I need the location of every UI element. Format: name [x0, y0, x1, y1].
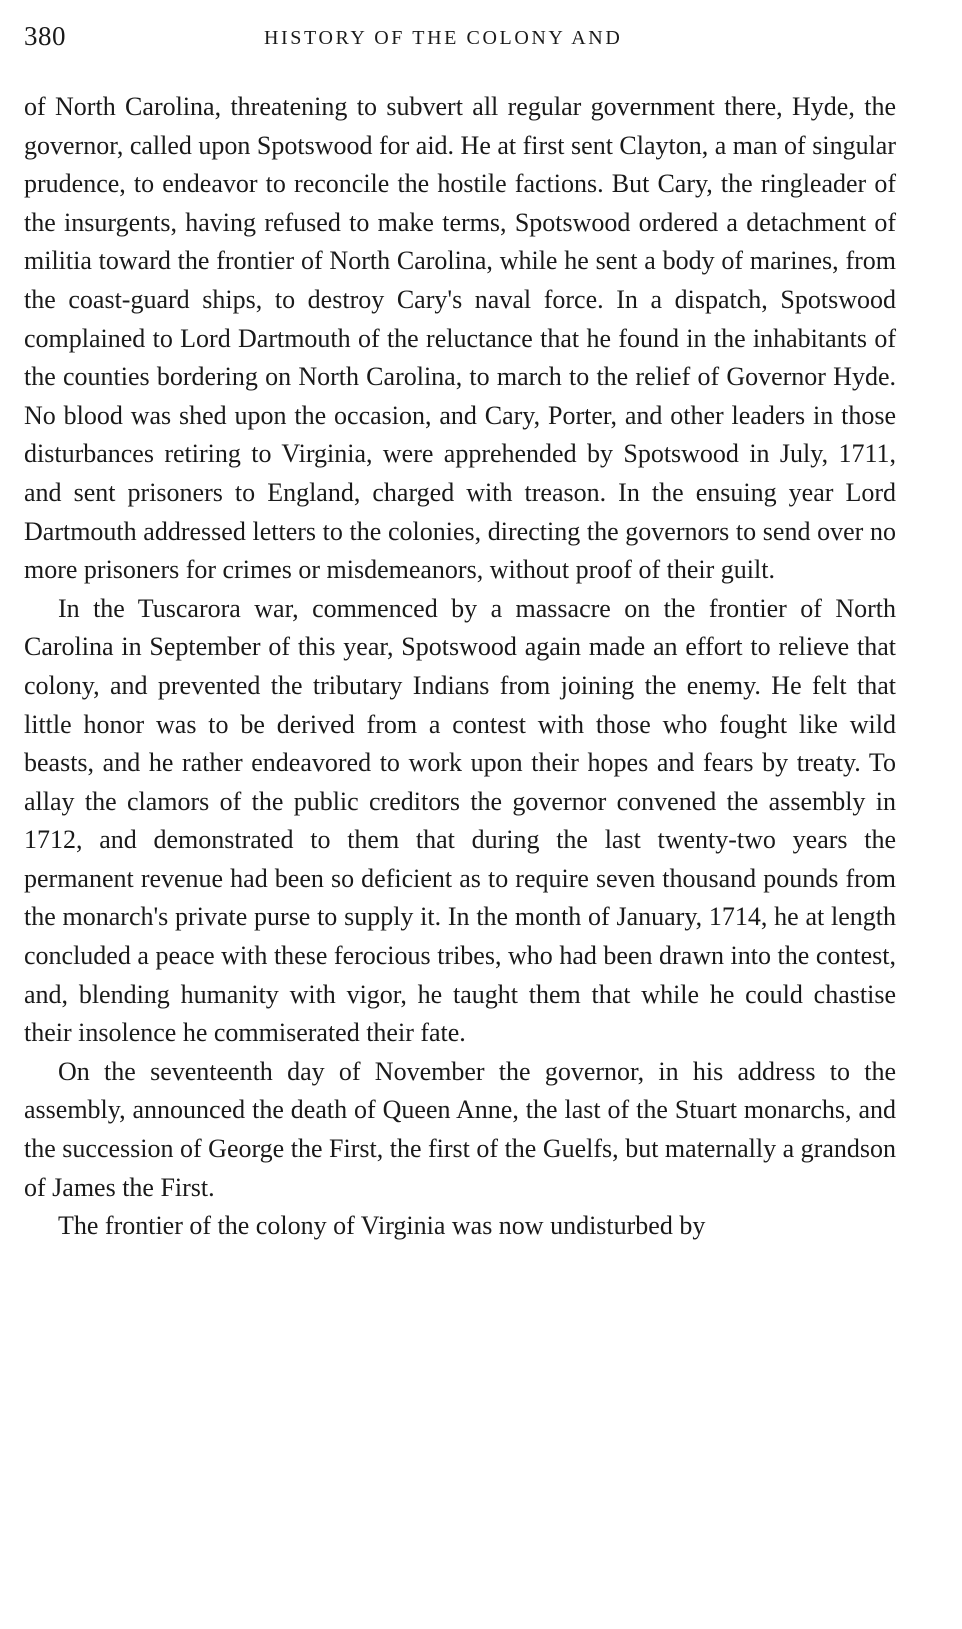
running-head: HISTORY OF THE COLONY AND [264, 27, 623, 49]
page-header [24, 18, 900, 58]
body-text [24, 88, 896, 1246]
paragraph-queen-anne: On the seventeenth day of November the governor, in his address to the assembly, announced the death of Queen Anne, the last of the Stuart monarchs, and the succession of George the First, the first of the Guelfs, but maternally a grandson of James the First. [24, 1056, 896, 1202]
paragraph-frontier: The frontier of the colony of Virginia was now undisturbed by [58, 1211, 706, 1241]
paragraph-tuscarora-war: In the Tuscarora war, commenced by a massacre on the frontier of North Carolina in September of this year, Spotswood again made an effort to relieve that colony, and prevented the tributary Indians from joining the enemy. He felt that little honor was to be derived from a contest with those who fought like wild beasts, and he rather endeavored to work upon their hopes and fears by treaty. To allay the clamors of the public creditors the governor convened the assembly in 1712, and demonstrated to them that during the last twenty-two years the permanent revenue had been so deficient as to require seven thousand pounds from the monarch's private purse to supply it. In the month of January, 1714, he at length concluded a peace with these ferocious tribes, who had been drawn into the contest, and, blending humanity with vigor, he taught them that while he could chastise their insolence he commiserated their fate. [24, 593, 896, 1048]
page-number: 380 [24, 21, 66, 51]
paragraph-continued: of North Carolina, threatening to subvert all regular government there, Hyde, the governor, called upon Spotswood for aid. He at first sent Clayton, a man of singular prudence, to endeavor to reconcile the hostile factions. But Cary, the ringleader of the insurgents, having refused to make terms, Spotswood ordered a detachment of militia toward the frontier of North Carolina, while he sent a body of marines, from the coast-guard ships, to destroy Cary's naval force. In a dispatch, Spotswood complained to Lord Dartmouth of the reluctance that he found in the inhabitants of the counties bordering on North Carolina, to march to the relief of Governor Hyde. No blood was shed upon the occasion, and Cary, Porter, and other leaders in those disturbances retiring to Virginia, were apprehended by Spotswood in July, 1711, and sent prisoners to England, charged with treason. In the ensuing year Lord Dartmouth addressed letters to the colonies, directing the governors to send over no more prisoners for crimes or misdemeanors, without proof of their guilt. [24, 92, 896, 585]
